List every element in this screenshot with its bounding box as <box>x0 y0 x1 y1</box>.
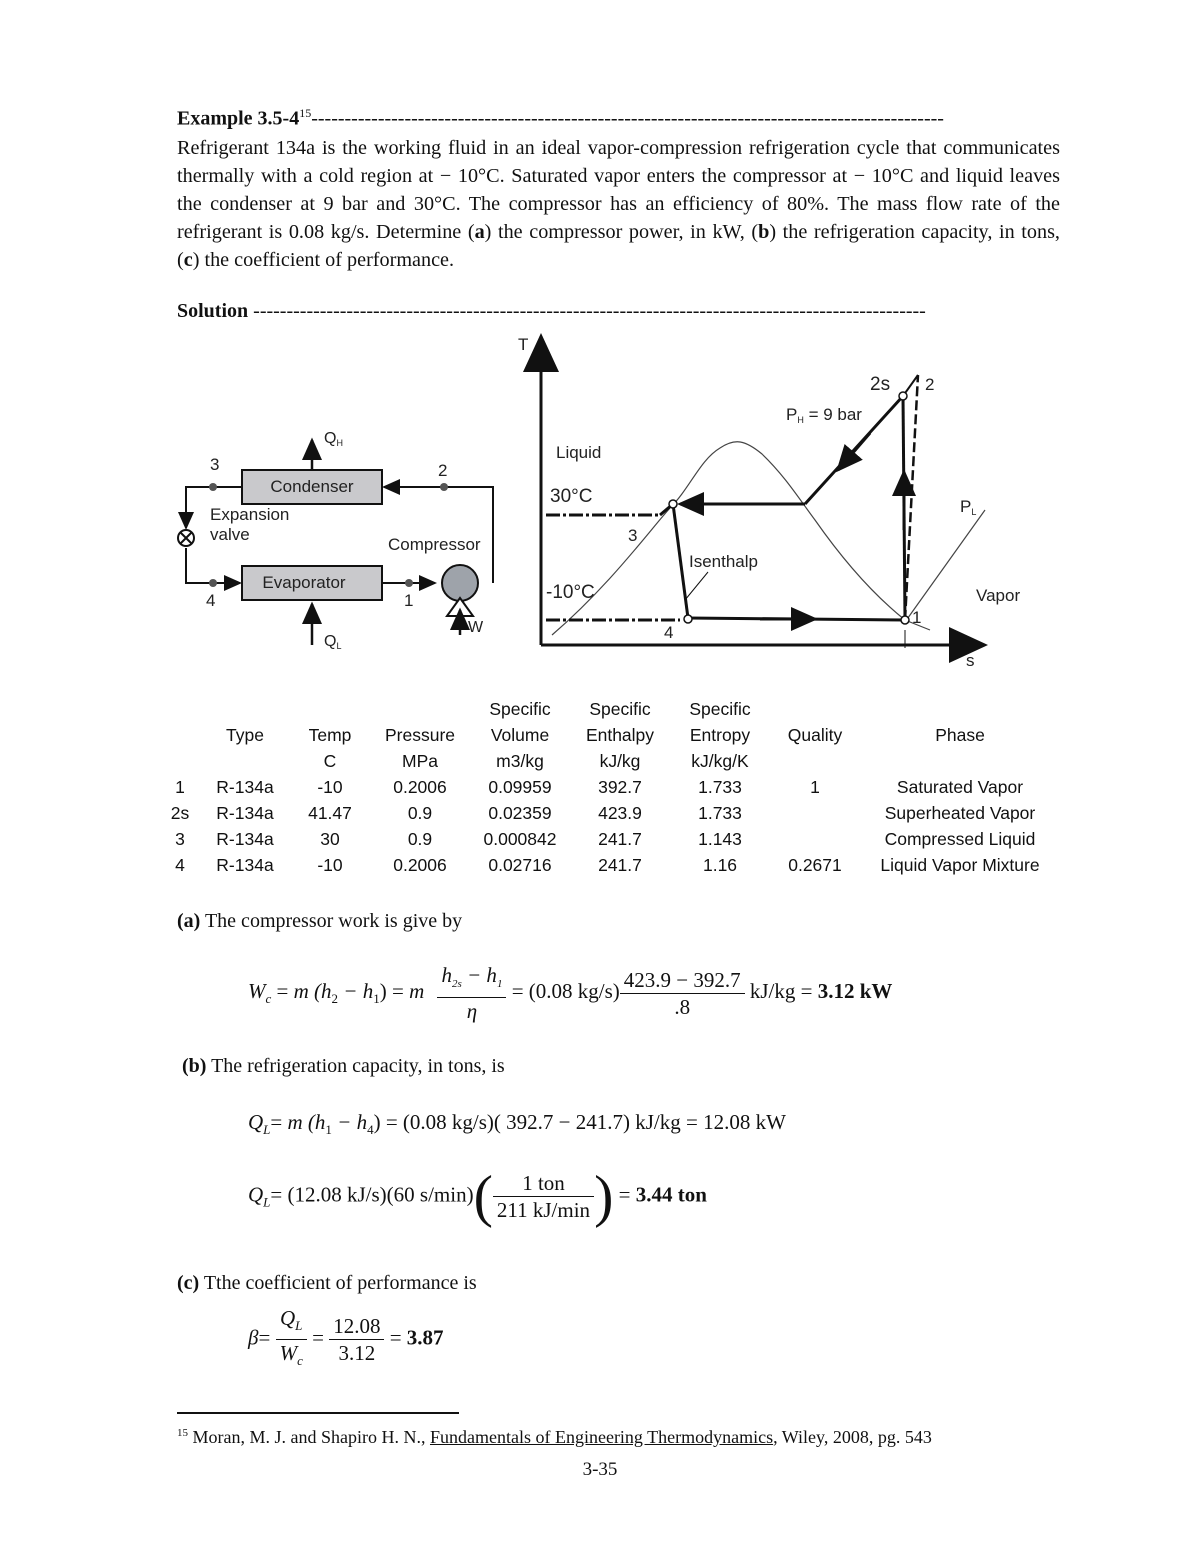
state-3-label: 3 <box>210 455 220 474</box>
table-cell <box>770 800 860 826</box>
part-b-heading: (b) The refrigeration capacity, in tons, is <box>182 1055 505 1077</box>
table-cell: 0.2006 <box>393 777 447 797</box>
state-2-label-ts: 2 <box>925 375 935 394</box>
table-cell: 0.9 <box>407 803 433 823</box>
table-row <box>160 852 1060 878</box>
table-cell: Specific <box>689 699 751 719</box>
table-cell: 1.733 <box>698 777 742 797</box>
table-cell: 0.2671 <box>788 855 842 875</box>
state-1-label-ts: 1 <box>912 608 922 627</box>
table-header-row <box>160 696 1060 722</box>
q-low-label: QL <box>324 633 342 651</box>
page-number: 3-35 <box>582 1459 618 1480</box>
table-cell: 0.2006 <box>393 855 447 875</box>
state-2s-label: 2s <box>870 374 891 395</box>
table-row <box>160 826 1060 852</box>
evaporator-label: Evaporator <box>262 573 346 592</box>
table-cell: m3/kg <box>496 751 544 771</box>
table-cell: 3 <box>175 829 185 849</box>
table-cell <box>200 748 290 774</box>
footnote-rule <box>177 1412 459 1414</box>
compressor-label: Compressor <box>388 535 481 554</box>
table-cell: 1.143 <box>698 829 742 849</box>
table-cell: -10 <box>317 777 343 797</box>
part-a-equation: $W_c = m$ $(h_2 - h_1) = m$ $\frac{h_{2s} - h_1}{\eta}$ = (0.08 kg/s) $\frac{423.9 - 392.7}{.8}$ kJ/kg = 3.12 kW <box>248 963 893 1024</box>
table-cell <box>160 722 200 748</box>
table-cell: 41.47 <box>308 803 352 823</box>
liquid-label: Liquid <box>556 443 602 462</box>
t-axis-label: T <box>518 335 529 354</box>
footnote-ref: 15 <box>299 106 312 120</box>
table-header-row <box>160 722 1060 748</box>
table-cell: MPa <box>402 751 438 771</box>
table-cell: Pressure <box>384 725 456 745</box>
table-cell: 241.7 <box>598 829 642 849</box>
table-cell: R-134a <box>216 803 274 823</box>
table-cell: Volume <box>490 725 550 745</box>
state-3-label-ts: 3 <box>628 526 638 545</box>
table-cell: 0.02716 <box>488 855 552 875</box>
table-cell: Type <box>226 725 264 745</box>
table-cell: 241.7 <box>598 855 642 875</box>
part-a-heading: (a) The compressor work is give by <box>177 910 463 932</box>
table-cell: R-134a <box>216 777 274 797</box>
table-cell <box>860 748 1060 774</box>
property-table <box>160 696 1060 878</box>
example-title: Example 3.5-4 <box>177 107 300 130</box>
table-cell: Saturated Vapor <box>896 777 1024 797</box>
table-cell <box>770 696 860 722</box>
saturation-dome <box>552 442 930 635</box>
table-cell <box>770 748 860 774</box>
s-axis-label: s <box>966 651 975 670</box>
part-b-equation-1: $Q_L= m$ $(h_1 - h_4) = (0.08$ kg/s)( 392.7 − 241.7) kJ/kg = 12.08 kW <box>248 1110 786 1138</box>
table-cell: 0.09959 <box>488 777 552 797</box>
solution-dashes: ----------------------------------------------------------------------------------------------------- <box>253 300 926 322</box>
table-row <box>160 774 1060 800</box>
example-heading <box>177 106 1057 131</box>
condenser-label: Condenser <box>270 477 354 496</box>
cycle-schematic <box>170 420 510 660</box>
table-cell: 2s <box>170 803 190 823</box>
table-cell: R-134a <box>216 829 274 849</box>
vapor-label: Vapor <box>976 586 1021 605</box>
table-cell: 392.7 <box>598 777 642 797</box>
table-cell: Temp <box>308 725 352 745</box>
table-cell: Liquid Vapor Mixture <box>880 855 1040 875</box>
footnote-book-link: Fundamentals of Engineering Thermodynamics <box>429 1427 774 1447</box>
part-b-equation-2: $Q_L= (12.08$ kJ/s)(60 s/min)( $\frac{\text{1 ton}}{211 kJ/\min}$ ) = 3.44 ton <box>248 1163 707 1229</box>
state-1-label: 1 <box>404 591 414 610</box>
table-cell: Superheated Vapor <box>884 803 1036 823</box>
table-cell: R-134a <box>216 855 274 875</box>
part-c-heading: (c) Tthe coefficient of performance is <box>177 1272 477 1294</box>
table-cell: 0.000842 <box>483 829 557 849</box>
table-cell <box>200 696 290 722</box>
temp-low-label: -10°C <box>546 582 595 603</box>
expansion-valve-label-1: Expansion <box>210 505 290 524</box>
table-cell: 1.16 <box>702 855 738 875</box>
table-cell: 0.9 <box>407 829 433 849</box>
pressure-high-label: PH = 9 bar <box>786 405 862 425</box>
table-cell <box>160 696 200 722</box>
state-2-label: 2 <box>438 461 448 480</box>
table-cell: 423.9 <box>598 803 642 823</box>
table-cell: Phase <box>935 725 985 745</box>
pressure-low-label: PL <box>960 497 977 517</box>
problem-statement: Refrigerant 134a is the working fluid in an ideal vapor-compression refrigeration cycle that communicates thermally with a cold region at − 10°C. Saturated vapor enters the compressor at − 10°C and liquid leaves the condenser at 9 bar and 30°C. The compressor has an efficiency of 80%. The mass flow rate of the refrigerant is 0.08 kg/s. Determine (a) the compressor power, in kW, (b) the refrigeration capacity, in tons, (c) the coefficient of performance. <box>177 137 1060 271</box>
table-cell <box>160 748 200 774</box>
table-cell: C <box>323 751 337 771</box>
table-cell <box>290 696 370 722</box>
expansion-valve-label-2: valve <box>210 525 250 544</box>
part-c-equation: β= $\frac{Q_L}{W_c}$ = $\frac{12.08}{3.12}$ = 3.87 <box>248 1306 444 1369</box>
heading-dashes: ----------------------------------------------------------------------------------------------- <box>311 107 944 130</box>
table-cell: 1.733 <box>698 803 742 823</box>
table-cell: Enthalpy <box>585 725 655 745</box>
isenthalp-label: Isenthalp <box>689 552 758 571</box>
table-cell: 30 <box>320 829 340 849</box>
table-cell: 1 <box>175 777 185 797</box>
solution-heading <box>177 300 1057 323</box>
state-4-label: 4 <box>206 591 216 610</box>
state-4-label-ts: 4 <box>664 623 674 642</box>
table-cell: Entropy <box>689 725 751 745</box>
table-cell <box>860 696 1060 722</box>
table-cell: 0.02359 <box>488 803 552 823</box>
table-cell: Specific <box>589 699 651 719</box>
solution-title: Solution <box>177 300 249 322</box>
table-cell: Specific <box>489 699 551 719</box>
table-cell: -10 <box>317 855 343 875</box>
q-high-label: QH <box>324 430 343 448</box>
footnote: $^{15}$ Moran, M. J. and Shapiro H. N., Fundamentals of Engineering Thermodynamics, Wiley, 2008, pg. 543 <box>177 1427 932 1447</box>
ts-diagram <box>518 330 1021 670</box>
table-cell: kJ/kg/K <box>691 751 749 771</box>
table-cell <box>370 696 470 722</box>
compressor-symbol <box>442 565 478 601</box>
table-cell: Compressed Liquid <box>884 829 1036 849</box>
table-cell: 4 <box>175 855 185 875</box>
table-cell: 1 <box>810 777 820 797</box>
table-header-row <box>160 748 1060 774</box>
table-cell: Quality <box>787 725 843 745</box>
table-cell: kJ/kg <box>599 751 641 771</box>
table-cell <box>770 826 860 852</box>
temp-high-label: 30°C <box>550 486 593 507</box>
work-label: W <box>468 619 484 636</box>
table-row <box>160 800 1060 826</box>
